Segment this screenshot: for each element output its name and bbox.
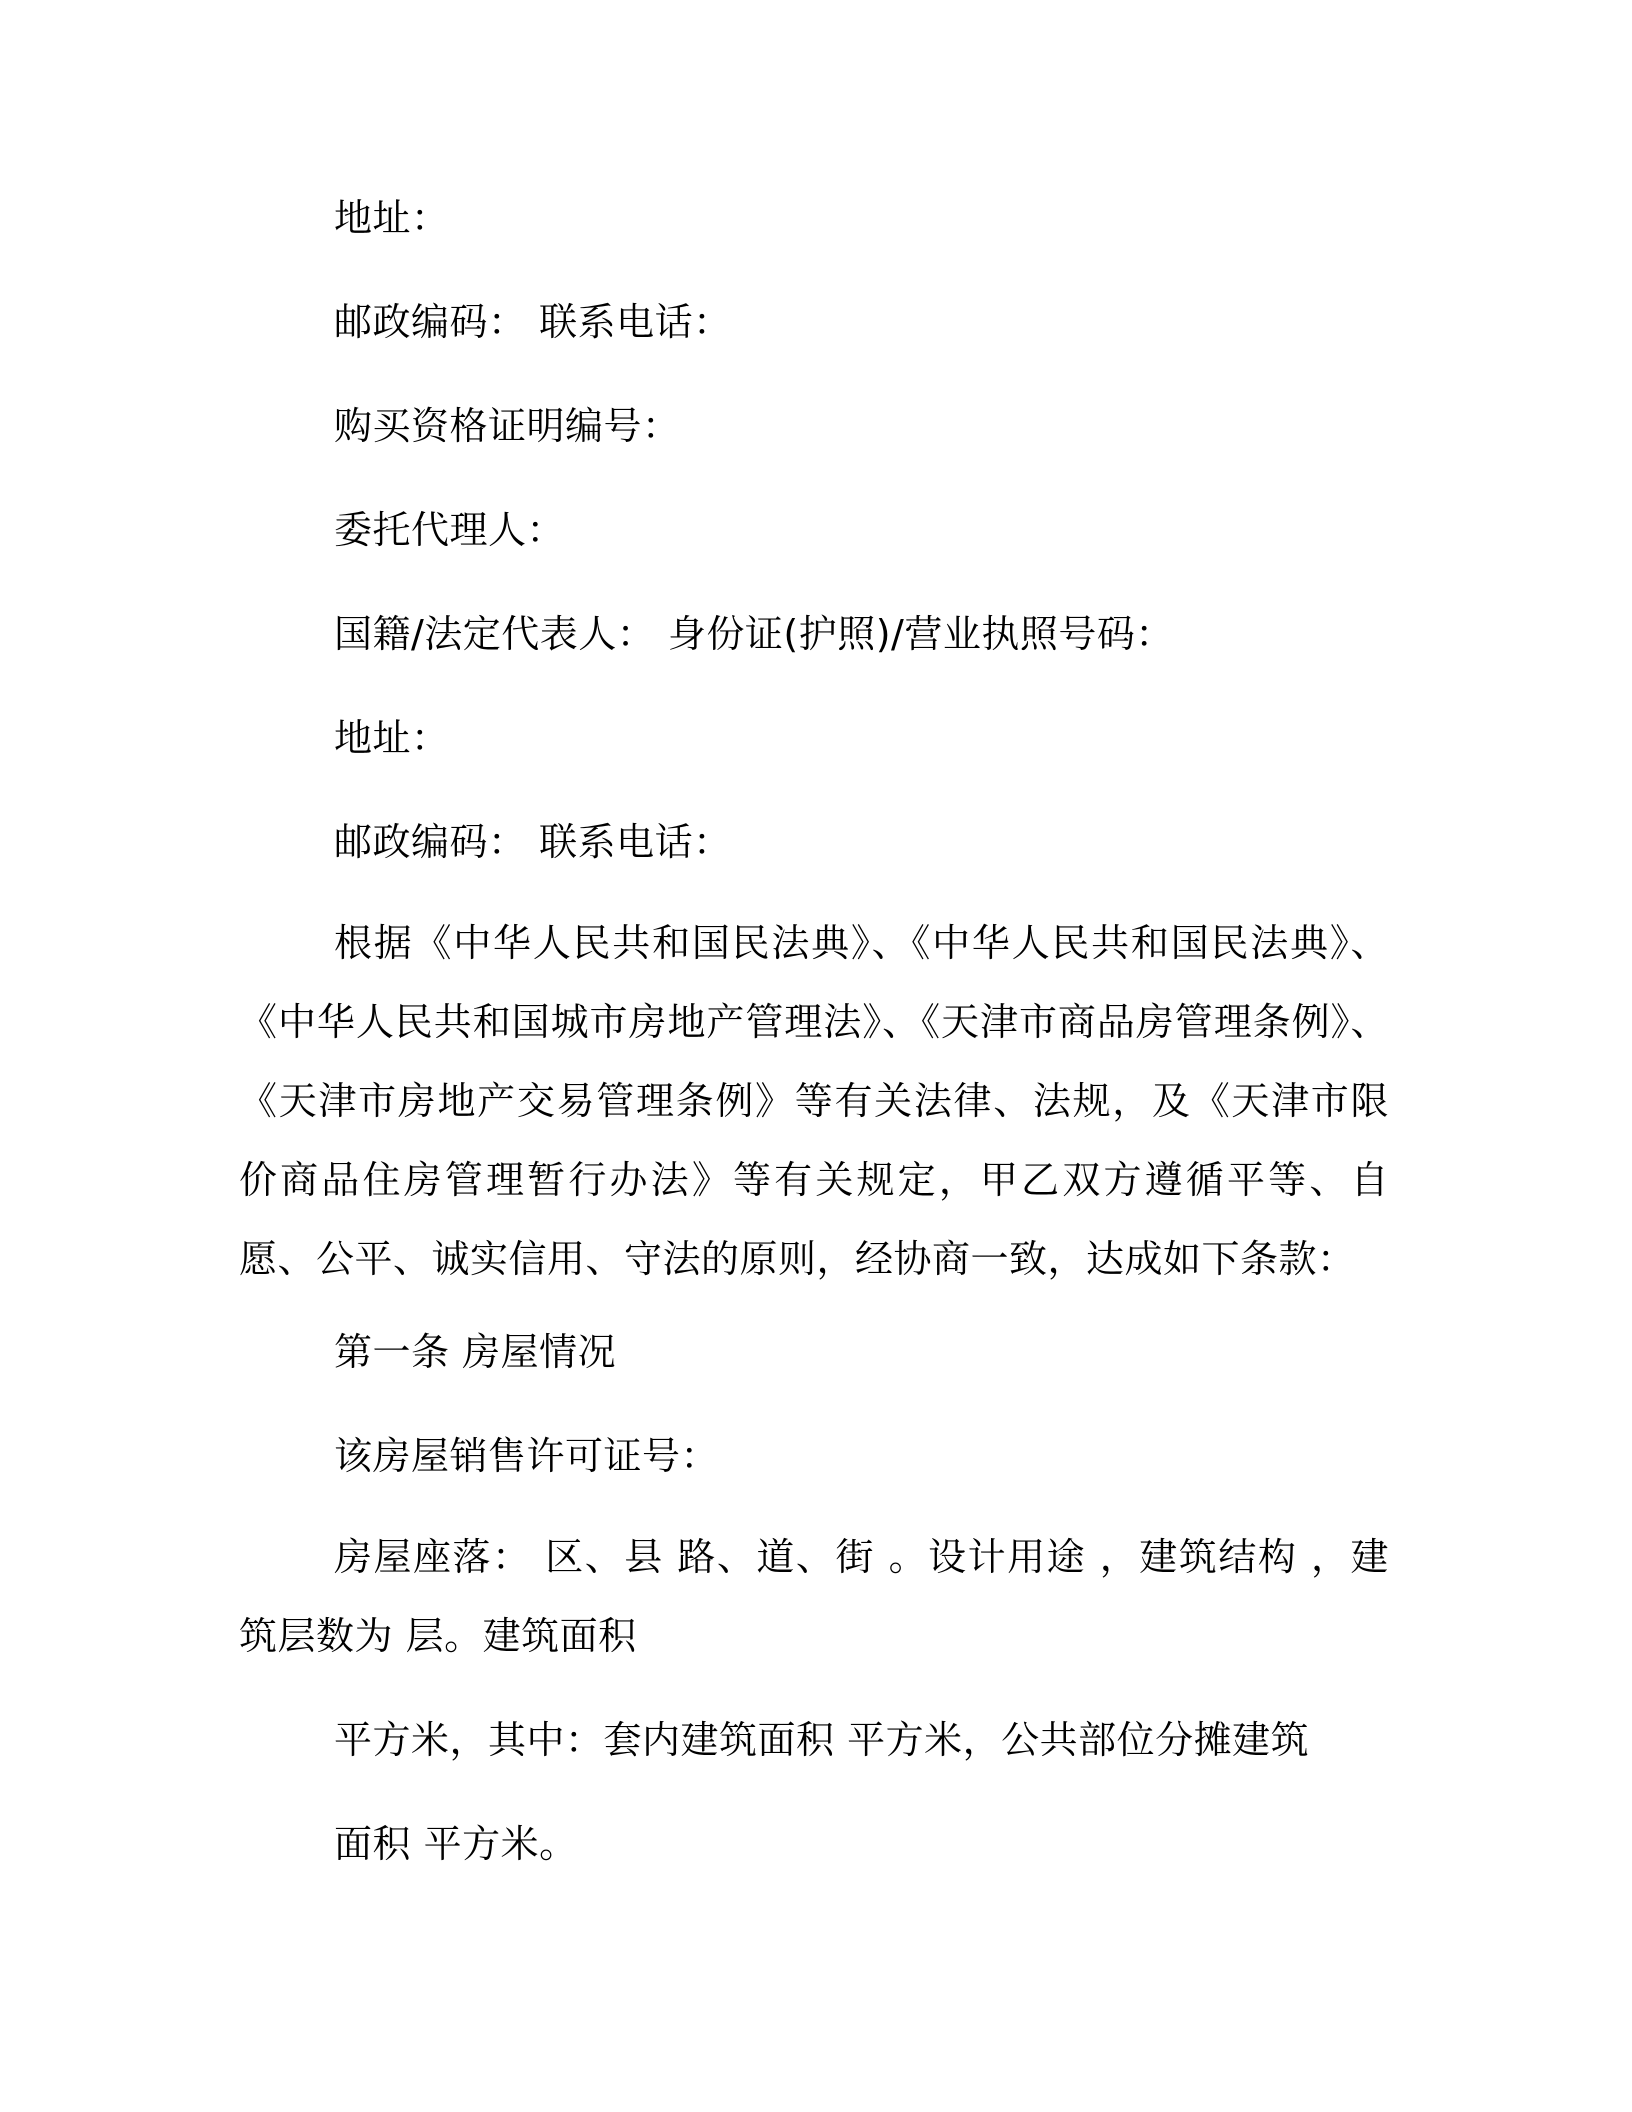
purchase-qualification-line: 购买资格证明编号：: [334, 404, 681, 448]
address-line: 地址：: [334, 196, 450, 240]
postal-phone-line-2: 邮政编码： 联系电话：: [334, 820, 732, 864]
article-one-heading: 第一条 房屋情况: [334, 1330, 617, 1374]
address-line-2: 地址：: [334, 716, 450, 760]
agent-line: 委托代理人：: [334, 508, 566, 552]
location-paragraph: 房屋座落： 区、县 路、道、街 。设计用途 ，建筑结构 ，建筑层数为 层。建筑面积: [239, 1535, 1389, 1658]
postal-phone-line: 邮政编码： 联系电话：: [334, 300, 732, 344]
nationality-id-line: 国籍/法定代表人： 身份证(护照)/营业执照号码：: [334, 612, 1174, 656]
area-line: 平方米，其中：套内建筑面积 平方米，公共部位分摊建筑: [334, 1718, 1310, 1762]
legal-basis-paragraph: 根据《中华人民共和国民法典》、《中华人民共和国民法典》、《中华人民共和国城市房地产管理法》、《天津市商品房管理条例》、《天津市房地产交易管理条例》等有关法律、法规，及《天津市限价商品住房管理暂行办法》等有关规定，甲乙双方遵循平等、自愿、公平、诚实信用、守法的原则，经协商一致，达成如下条款：: [239, 921, 1389, 1281]
shared-area-line: 面积 平方米。: [334, 1822, 578, 1866]
sale-permit-line: 该房屋销售许可证号：: [334, 1434, 720, 1478]
